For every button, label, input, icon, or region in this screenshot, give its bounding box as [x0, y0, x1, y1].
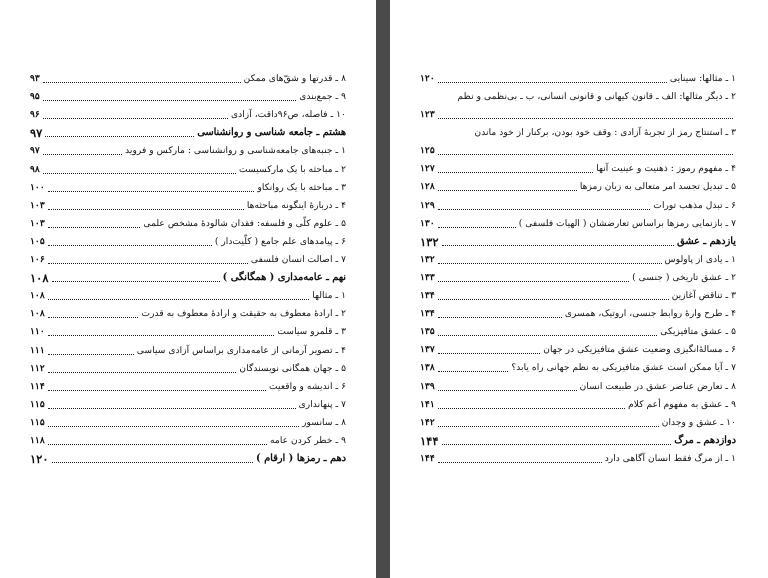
toc-entry-page: ۱۲۳: [420, 109, 435, 121]
toc-entry: [30, 287, 346, 305]
dot-leader: [442, 444, 672, 445]
dot-leader: [438, 317, 562, 318]
toc-entry-page: ۱۰۳: [30, 199, 45, 211]
toc-entry: [30, 88, 346, 106]
toc-entry-page: ۱۱۰: [30, 326, 45, 338]
toc-entry-title: ۳ ـ تناقض آغازین: [671, 290, 736, 302]
toc-entry: [30, 432, 346, 450]
toc-entry-title: ۲ ـ عشق تاریخی ( جنسی ): [632, 271, 736, 283]
toc-entry-page: ۱۱۲: [30, 362, 45, 374]
toc-entry: [420, 450, 736, 468]
dot-leader: [43, 100, 296, 101]
toc-entry-title: ۳ ـ قلمرو سیاست: [277, 326, 346, 338]
toc-entry-title: ۵ ـ جهان همگانی نویسندگان: [239, 362, 346, 374]
toc-entry: [30, 378, 346, 396]
toc-entry-page: ۱۰۵: [30, 235, 45, 247]
toc-entry-title: ۶ ـ پیامدهای علم جامع ( کلّیت‌دار ): [214, 235, 346, 247]
toc-entry-page: ۱۲۵: [420, 145, 435, 157]
toc-entry: [420, 251, 736, 269]
dot-leader: [48, 263, 248, 264]
toc-entry-title: دوازدهم ـ مرگ: [674, 434, 736, 446]
toc-entry: [30, 160, 346, 178]
dot-leader: [438, 426, 659, 427]
toc-entry-page: ۱۰۸: [30, 271, 49, 286]
toc-entry-page: ۱۰۸: [30, 308, 45, 320]
toc-entry: [420, 70, 736, 88]
toc-entry: [30, 396, 346, 414]
toc-entry-page: ۱۰۸: [30, 290, 45, 302]
right-toc-entries: [420, 160, 736, 468]
toc-entry-title: ۸ ـ تعارض عناصر عشق در طبیعت انسان: [579, 380, 736, 392]
toc-entry-page-line: [420, 106, 736, 124]
toc-entry: [420, 414, 736, 432]
toc-entry: [420, 178, 736, 196]
toc-chapter-heading: [30, 450, 346, 468]
toc-entry-wrapped: [420, 124, 736, 142]
toc-entry-title: ۹ ـ عشق به مفهوم أعم کلام: [628, 398, 736, 410]
toc-entry-page: ۱۰۶: [30, 254, 45, 266]
left-page: [0, 0, 376, 578]
dot-leader: [43, 118, 228, 119]
dot-leader: [438, 462, 602, 463]
dot-leader: [52, 281, 220, 282]
toc-entry-page: ۱۳۷: [420, 344, 435, 356]
toc-entry-title: ۸ ـ سانسور: [302, 416, 346, 428]
dot-leader: [43, 82, 241, 83]
dot-leader: [48, 408, 296, 409]
toc-entry-page: ۱۳۸: [420, 362, 435, 374]
toc-entry: [420, 196, 736, 214]
book-gutter: [376, 0, 390, 578]
toc-entry-title: ۷ ـ پنهانداری: [298, 398, 346, 410]
dot-leader: [45, 136, 194, 137]
dot-leader: [48, 372, 237, 373]
toc-chapter-heading: [420, 432, 736, 450]
toc-entry-page: ۱۱۵: [30, 416, 45, 428]
toc-entry-title: نهم ـ عامه‌مداری ( همگانگی ): [222, 272, 346, 284]
toc-entry-page: ۹۷: [30, 126, 43, 141]
dot-leader: [438, 118, 733, 119]
toc-entry-title: ۳ ـ مباحثه با یک روانکاو: [257, 181, 346, 193]
toc-entry-page: ۱۱۴: [30, 380, 45, 392]
toc-entry-page: ۱۴۴: [420, 452, 435, 464]
toc-entry: [420, 341, 736, 359]
toc-entry-page: ۱۳۲: [420, 234, 439, 249]
toc-entry: [420, 396, 736, 414]
toc-entry-title: ۵ ـ تبدیل تجسد امر متعالی به زبان رمزها: [579, 181, 736, 193]
dot-leader: [48, 191, 255, 192]
toc-entry-title: ۲ ـ مباحثه با یک مارکسیست: [239, 163, 346, 175]
toc-entry-page: ۱۲۹: [420, 199, 435, 211]
toc-entry-page: ۹۵: [30, 91, 40, 103]
toc-entry-title: ۲ ـ ارادهٔ معطوف به حقیقت و ارادهٔ معطوف به قدرت: [141, 308, 346, 320]
toc-entry-page: ۱۳۵: [420, 326, 435, 338]
toc-entry: [30, 360, 346, 378]
dot-leader: [438, 172, 593, 173]
dot-leader: [48, 317, 139, 318]
dot-leader: [48, 390, 266, 391]
toc-entry-title: ۱ ـ جنبه‌های جامعه‌شناسی و روانشناسی : مارکس و فروید: [125, 145, 346, 157]
toc-entry-title: ۴ ـ تصویر آرمانی از عامه‌مداری براساس آزادی سیاسی: [136, 344, 346, 356]
toc-entry: [30, 70, 346, 88]
dot-leader: [438, 209, 650, 210]
toc-chapter-heading: [420, 233, 736, 251]
toc-entry-title: ۴ ـ دربارهٔ اینگونه مباحثه‌ها: [246, 199, 346, 211]
toc-entry-page: ۱۳۴: [420, 290, 435, 302]
toc-entry-page: ۱۳۴: [420, 308, 435, 320]
dot-leader: [48, 299, 309, 300]
toc-entry-page: ۹۶: [30, 109, 40, 121]
toc-entry: [30, 323, 346, 341]
toc-entry-title: ۶ ـ تبدل مذهب تورات: [653, 199, 736, 211]
toc-entry-title: ۷ ـ بازنمایی رمزها براساس تعارضشان ( الهیات فلسفی ): [518, 217, 736, 229]
toc-entry-title: ۱ ـ یادی از پاولوس: [664, 253, 736, 265]
toc-entry: [420, 305, 736, 323]
dot-leader: [438, 190, 577, 191]
toc-entry: [30, 142, 346, 160]
toc-entry-page: ۱۲۸: [420, 181, 435, 193]
toc-entry-title: ۴ ـ طرح وارهٔ روابط جنسی، اروتیک، همسری: [564, 308, 736, 320]
dot-leader: [438, 353, 540, 354]
toc-entry-page: ۱۴۱: [420, 398, 435, 410]
right-page: [390, 0, 768, 578]
dot-leader: [48, 209, 244, 210]
toc-entry-title: یازدهم ـ عشق: [677, 235, 736, 247]
toc-entry-title: ۱۰ ـ عشق و وجدان: [661, 416, 736, 428]
dot-leader: [43, 173, 236, 174]
toc-entry-page: ۱۴۲: [420, 416, 435, 428]
toc-entry-page: ۱۰۰: [30, 181, 45, 193]
toc-entry-page: ۱۱۱: [30, 344, 45, 356]
toc-entry-page: ۱۱۸: [30, 434, 45, 446]
toc-entry-title: ۲ ـ دیگر مثالها: الف ـ قانون کیهانی و قانونی انسانی، ب ـ بی‌نظمی و نظم: [457, 91, 736, 103]
dot-leader: [438, 299, 669, 300]
toc-entry-wrapped: [420, 88, 736, 106]
toc-entry-page: ۱۲۰: [30, 452, 49, 467]
toc-chapter-heading: [30, 124, 346, 142]
dot-leader: [438, 227, 516, 228]
toc-entry-page: ۹۷: [30, 145, 40, 157]
dot-leader: [48, 227, 141, 228]
toc-entry-page: ۹۸: [30, 163, 40, 175]
toc-entry-title: ۱ ـ مثالها: [312, 290, 346, 302]
toc-entry-title: ۷ ـ اصالت انسان فلسفی: [250, 254, 346, 266]
toc-entry-page-line: [420, 142, 736, 160]
toc-entry-title: دهم ـ رمزها ( ارقام ): [256, 453, 346, 465]
dot-leader: [438, 335, 657, 336]
toc-chapter-heading: [30, 269, 346, 287]
toc-entry: [420, 377, 736, 395]
dot-leader: [43, 154, 122, 155]
dot-leader: [438, 281, 629, 282]
dot-leader: [438, 263, 662, 264]
toc-entry-page: ۹۳: [30, 73, 40, 85]
toc-entry-title: ۳ ـ استنتاج رمز از تجربهٔ آزادی : وقف خود بودن، برکنار از خود ماندن: [474, 127, 736, 139]
toc-entry: [30, 251, 346, 269]
toc-entry-title: ۸ ـ قدرتها و شقّ‌های ممکن: [243, 73, 346, 85]
toc-entry-page: ۱۲۷: [420, 163, 435, 175]
toc-entry: [30, 215, 346, 233]
toc-entry-page: ۱۳۳: [420, 271, 435, 283]
toc-entry-title: ۶ ـ مسالهٔ‌انگیزی وضعیت عشق متافیزیکی در جهان: [543, 344, 736, 356]
dot-leader: [438, 154, 733, 155]
dot-leader: [48, 354, 134, 355]
toc-entry-title: ۶ ـ اندیشه و واقعیت: [269, 380, 346, 392]
dot-leader: [48, 335, 275, 336]
dot-leader: [48, 444, 267, 445]
toc-entry: [30, 233, 346, 251]
toc-entry-title: ۹ ـ خطر کردن عامه: [269, 434, 346, 446]
toc-entry-page: ۱۲۰: [420, 73, 435, 85]
toc-entry: [420, 323, 736, 341]
toc-entry-title: ۱ ـ از مرگ فقط انسان آگاهی دارد: [604, 452, 736, 464]
dot-leader: [438, 408, 625, 409]
toc-entry: [420, 269, 736, 287]
toc-entry: [30, 305, 346, 323]
dot-leader: [438, 390, 577, 391]
dot-leader: [442, 245, 675, 246]
right-toc-column: [420, 70, 736, 468]
dot-leader: [438, 371, 509, 372]
toc-entry-title: ۱ ـ مثالها: سینایی: [669, 73, 736, 85]
toc-entry-page: ۱۱۵: [30, 398, 45, 410]
dot-leader: [48, 245, 212, 246]
toc-entry: [30, 414, 346, 432]
toc-entry-title: ۹ ـ جمع‌بندی: [299, 91, 346, 103]
toc-entry: [30, 106, 346, 124]
toc-entry: [30, 197, 346, 215]
dot-leader: [438, 82, 667, 83]
dot-leader: [48, 426, 299, 427]
left-toc-column: [30, 70, 346, 468]
toc-entry-page: ۱۳۰: [420, 217, 435, 229]
toc-entry-title: ۷ ـ آیا ممکن است عشق متافیزیکی به نظم جهانی راه یابد؟: [511, 362, 736, 374]
toc-entry-page: ۱۴۴: [420, 433, 439, 448]
toc-entry: [420, 287, 736, 305]
toc-entry-page: ۱۳۲: [420, 253, 435, 265]
toc-entry-page: ۱۰۳: [30, 217, 45, 229]
toc-entry-title: هشتم ـ جامعه شناسی و روانشناسی: [197, 127, 346, 139]
toc-entry: [30, 179, 346, 197]
toc-entry-title: ۵ ـ علوم کلّی و فلسفه: فقدان شالودهٔ مشخص علمی: [143, 217, 346, 229]
toc-entry-title: ۵ ـ عشق متافیزیکی: [660, 326, 736, 338]
dot-leader: [52, 462, 254, 463]
toc-entry-title: ۱۰ ـ فاصله، ص۹۶داقت، آزادی: [230, 109, 346, 121]
toc-entry: [420, 359, 736, 377]
toc-entry: [420, 160, 736, 178]
toc-entry: [420, 215, 736, 233]
toc-entry: [30, 341, 346, 359]
toc-entry-page: ۱۳۹: [420, 380, 435, 392]
toc-entry-title: ۴ ـ مفهوم رموز : ذهنیت و عینیت آنها: [596, 163, 736, 175]
